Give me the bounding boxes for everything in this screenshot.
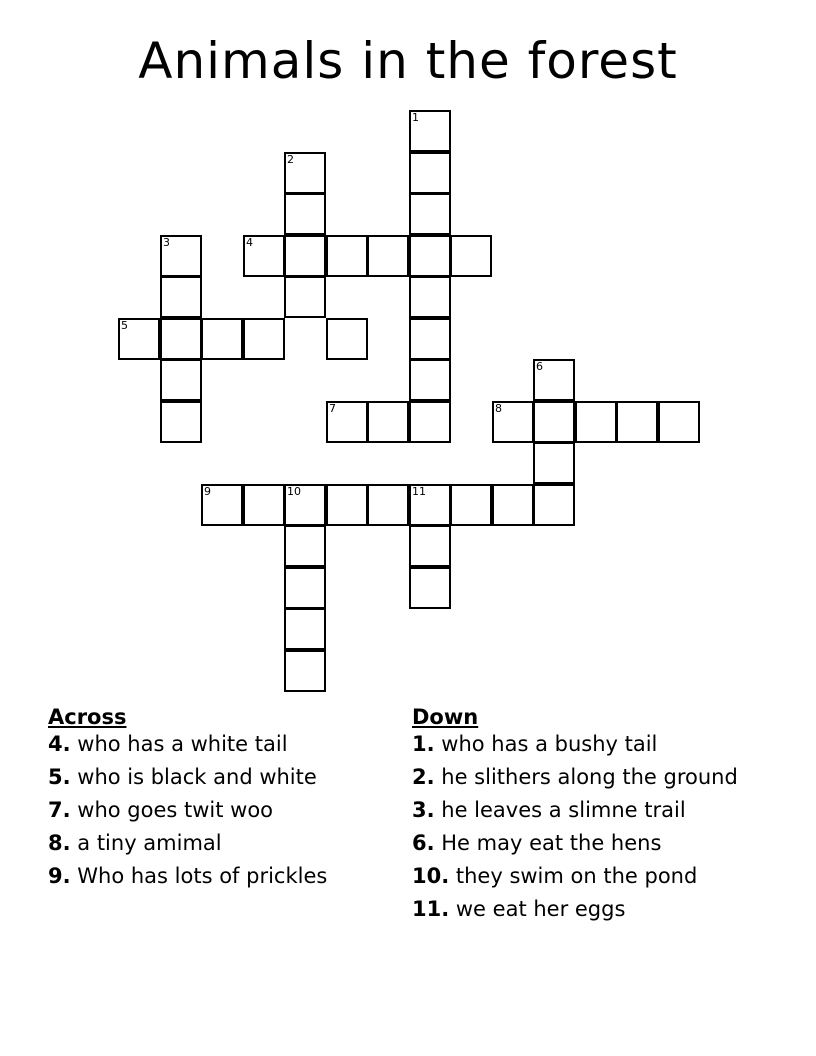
clue-down: 3. he leaves a slimne trail [412, 798, 686, 822]
cell-number: 1 [412, 111, 419, 124]
across-heading: Across [48, 705, 127, 729]
grid-cell[interactable] [243, 318, 285, 360]
grid-cell[interactable] [409, 401, 451, 443]
grid-cell[interactable] [160, 318, 202, 360]
cell-number: 8 [495, 402, 502, 415]
page-title: Animals in the forest [138, 32, 678, 90]
grid-cell[interactable] [284, 484, 326, 526]
cell-number: 5 [121, 319, 128, 332]
grid-cell[interactable] [160, 235, 202, 277]
down-heading: Down [412, 705, 479, 729]
grid-cell[interactable] [409, 193, 451, 235]
grid-cell[interactable] [409, 235, 451, 277]
cell-number: 10 [287, 485, 301, 498]
clue-down: 6. He may eat the hens [412, 831, 662, 855]
grid-cell[interactable] [409, 525, 451, 567]
grid-cell[interactable] [243, 235, 285, 277]
grid-cell[interactable] [533, 484, 575, 526]
grid-cell[interactable] [284, 152, 326, 194]
grid-cell[interactable] [367, 235, 409, 277]
cell-number: 2 [287, 153, 294, 166]
grid-cell[interactable] [326, 318, 368, 360]
clue-across: 5. who is black and white [48, 765, 317, 789]
grid-cell[interactable] [492, 401, 534, 443]
grid-cell[interactable] [658, 401, 700, 443]
grid-cell[interactable] [284, 193, 326, 235]
grid-cell[interactable] [118, 318, 160, 360]
grid-cell[interactable] [450, 484, 492, 526]
cell-number: 4 [246, 236, 253, 249]
grid-cell[interactable] [201, 484, 243, 526]
grid-cell[interactable] [450, 235, 492, 277]
clue-across: 8. a tiny amimal [48, 831, 222, 855]
grid-cell[interactable] [201, 318, 243, 360]
cell-number: 9 [204, 485, 211, 498]
grid-cell[interactable] [409, 276, 451, 318]
grid-cell[interactable] [409, 484, 451, 526]
grid-cell[interactable] [409, 359, 451, 401]
grid-cell[interactable] [284, 235, 326, 277]
across-clues [48, 704, 388, 897]
grid-cell[interactable] [533, 442, 575, 484]
grid-cell[interactable] [160, 276, 202, 318]
grid-cell[interactable] [284, 276, 326, 318]
grid-cell[interactable] [367, 484, 409, 526]
clue-down: 10. they swim on the pond [412, 864, 698, 888]
clue-across: 7. who goes twit woo [48, 798, 274, 822]
grid-cell[interactable] [409, 110, 451, 152]
clue-down: 1. who has a bushy tail [412, 732, 658, 756]
grid-cell[interactable] [284, 650, 326, 692]
grid-cell[interactable] [533, 401, 575, 443]
cell-number: 7 [329, 402, 336, 415]
cell-number: 11 [412, 485, 426, 498]
grid-cell[interactable] [326, 235, 368, 277]
grid-cell[interactable] [284, 608, 326, 650]
grid-cell[interactable] [409, 567, 451, 609]
grid-cell[interactable] [160, 401, 202, 443]
grid-cell[interactable] [492, 484, 534, 526]
grid-cell[interactable] [160, 359, 202, 401]
clue-across: 9. Who has lots of prickles [48, 864, 328, 888]
down-clues [412, 704, 772, 930]
clue-down: 11. we eat her eggs [412, 897, 626, 921]
cell-number: 6 [536, 360, 543, 373]
clue-across: 4. who has a white tail [48, 732, 288, 756]
grid-cell[interactable] [243, 484, 285, 526]
grid-cell[interactable] [367, 401, 409, 443]
cell-number: 3 [163, 236, 170, 249]
grid-cell[interactable] [326, 401, 368, 443]
grid-cell[interactable] [284, 567, 326, 609]
grid-cell[interactable] [284, 525, 326, 567]
grid-cell[interactable] [409, 318, 451, 360]
grid-cell[interactable] [533, 359, 575, 401]
grid-cell[interactable] [575, 401, 617, 443]
grid-cell[interactable] [326, 484, 368, 526]
clue-down: 2. he slithers along the ground [412, 765, 738, 789]
grid-cell[interactable] [409, 152, 451, 194]
grid-cell[interactable] [616, 401, 658, 443]
